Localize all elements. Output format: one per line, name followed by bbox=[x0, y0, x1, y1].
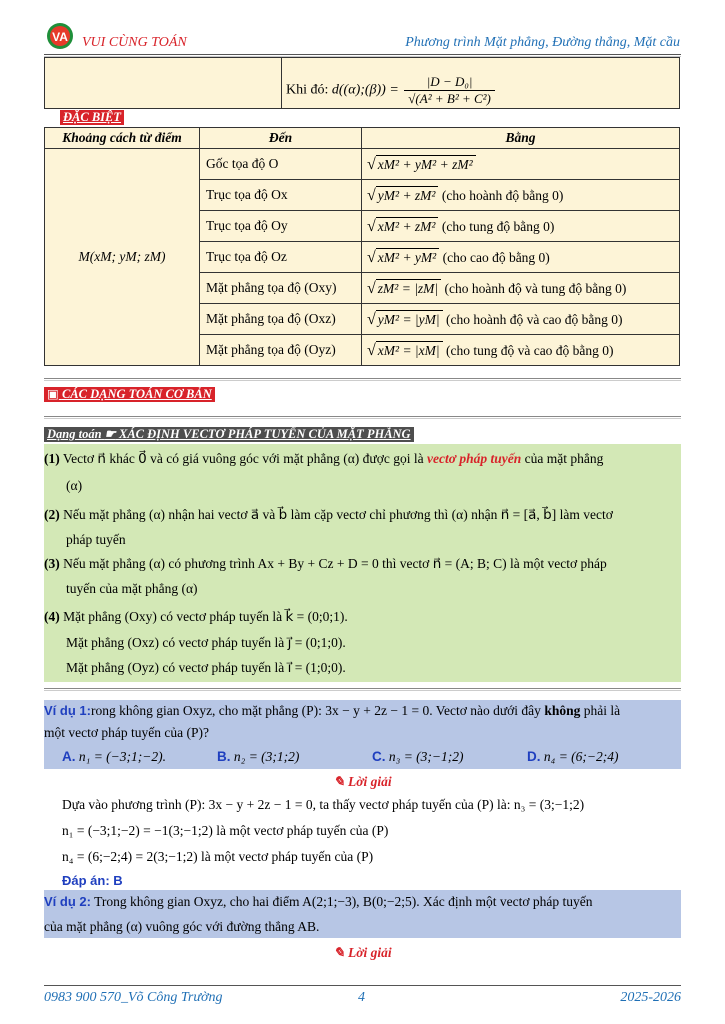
problem-type-label: Dạng toán bbox=[47, 427, 102, 441]
solution-line-2: n₁ = (−3;1;−2) = −1(3;−1;2) là một vectơ pháp tuyến của (P) bbox=[62, 823, 389, 838]
option-d: D. n₄ = (6;−2;4) bbox=[527, 749, 619, 764]
option-c: C. n₃ = (3;−1;2) bbox=[372, 749, 464, 764]
row-value bbox=[362, 180, 680, 211]
distance-formula bbox=[286, 74, 495, 107]
sqrt-expr: √ zM² = |zM| bbox=[376, 279, 441, 298]
page-number: 4 bbox=[358, 990, 365, 1005]
logo-text: VA bbox=[52, 30, 68, 44]
distance-table bbox=[44, 127, 680, 366]
rule-4-oxz: Mặt phẳng (Oxz) có vectơ pháp tuyến là j⃗ = (0;1;0). bbox=[66, 635, 346, 650]
special-label: ĐẶC BIỆT bbox=[60, 110, 124, 125]
rule-1-cont: (α) bbox=[66, 478, 83, 493]
point-cell: M(xM; yM; zM) bbox=[45, 149, 200, 366]
section-title bbox=[44, 387, 215, 402]
pointing-hand-icon: ☛ bbox=[104, 427, 116, 441]
col-header-equals: Bằng bbox=[362, 128, 680, 149]
formula-lead: Khi đó: bbox=[286, 82, 329, 98]
row-value bbox=[362, 149, 680, 180]
formula-fraction bbox=[404, 74, 495, 107]
row-note: (cho tung độ bằng 0) bbox=[441, 218, 555, 234]
footer-year: 2025-2026 bbox=[620, 990, 681, 1005]
table-header-row bbox=[45, 128, 680, 149]
header-brand: VUI CÙNG TOÁN bbox=[82, 35, 187, 50]
row-to: Mặt phẳng tọa độ (Oxz) bbox=[200, 304, 362, 335]
row-value bbox=[362, 242, 680, 273]
header-topic: Phương trình Mặt phẳng, Đường thẳng, Mặt cầu bbox=[405, 35, 680, 50]
row-to: Trục tọa độ Ox bbox=[200, 180, 362, 211]
sqrt-expr: √ xM² + yM² bbox=[376, 248, 439, 267]
pen-icon: ✎ bbox=[333, 774, 345, 789]
sqrt-expr: √ xM² = |xM| bbox=[376, 341, 443, 360]
sqrt-expr: √ yM² + zM² bbox=[376, 186, 438, 205]
row-note: (cho hoành độ và cao độ bằng 0) bbox=[445, 311, 623, 327]
row-value bbox=[362, 304, 680, 335]
row-value bbox=[362, 273, 680, 304]
row-to: Mặt phẳng tọa độ (Oyz) bbox=[200, 335, 362, 366]
pen-icon: ✎ bbox=[333, 945, 345, 960]
header-divider bbox=[44, 54, 681, 55]
answer-1: Đáp án: B bbox=[62, 873, 123, 888]
footer-divider bbox=[44, 985, 681, 986]
example-1-question: Ví dụ 1:rong không gian Oxyz, cho mặt phẳng (P): 3x − y + 2z − 1 = 0. Vectơ nào dưới đây không phải là bbox=[44, 703, 621, 718]
formula-cell-split bbox=[281, 57, 282, 109]
solution-heading-2: ✎ Lời giải bbox=[333, 945, 392, 960]
book-icon: ▣ bbox=[47, 387, 59, 401]
example-1-question-cont: một vectơ pháp tuyến của (P)? bbox=[44, 725, 209, 740]
problem-type-title bbox=[44, 427, 414, 442]
formula-lhs: d((α);(β)) = bbox=[331, 82, 399, 98]
col-header-to: Đến bbox=[200, 128, 362, 149]
rule-1: (1) Vectơ n⃗ khác 0⃗ và có giá vuông góc với mặt phẳng (α) được gọi là vectơ pháp tuyến của mặt phẳng bbox=[44, 451, 604, 466]
row-note: (cho cao độ bằng 0) bbox=[442, 249, 550, 265]
section-divider bbox=[44, 378, 681, 381]
logo-icon bbox=[46, 22, 74, 50]
sqrt-expr: √ yM² = |yM| bbox=[376, 310, 443, 329]
rule-4-oyz: Mặt phẳng (Oyz) có vectơ pháp tuyến là i⃗ = (1;0;0). bbox=[66, 660, 346, 675]
table-row bbox=[45, 149, 680, 180]
problem-type-text: XÁC ĐỊNH VECTƠ PHÁP TUYẾN CỦA MẶT PHẲNG bbox=[119, 427, 411, 441]
rule-3-cont: tuyến của mặt phẳng (α) bbox=[66, 581, 198, 596]
section-title-text: CÁC DẠNG TOÁN CƠ BẢN bbox=[61, 387, 212, 401]
example-1-label: Ví dụ 1: bbox=[44, 703, 91, 718]
formula-denominator: √(A² + B² + C²) bbox=[408, 91, 491, 106]
example-2-question-cont: của mặt phẳng (α) vuông góc với đường thẳng AB. bbox=[44, 919, 320, 934]
rule-3: (3) Nếu mặt phẳng (α) có phương trình Ax + By + Cz + D = 0 thì vectơ n⃗ = (A; B; C) là một vectơ pháp bbox=[44, 556, 607, 571]
rule-2-cont: pháp tuyến bbox=[66, 532, 126, 547]
col-header-from: Khoảng cách từ điểm bbox=[45, 128, 200, 149]
row-note: (cho hoành độ và tung độ bằng 0) bbox=[444, 280, 627, 296]
row-to: Trục tọa độ Oz bbox=[200, 242, 362, 273]
row-to: Mặt phẳng tọa độ (Oxy) bbox=[200, 273, 362, 304]
row-value bbox=[362, 211, 680, 242]
row-to: Gốc tọa độ O bbox=[200, 149, 362, 180]
rule-4: (4) Mặt phẳng (Oxy) có vectơ pháp tuyến là k⃗ = (0;0;1). bbox=[44, 609, 348, 624]
solution-line-3: n₄ = (6;−2;4) = 2(3;−1;2) là một vectơ pháp tuyến của (P) bbox=[62, 849, 374, 864]
option-b: B. n₂ = (3;1;2) bbox=[217, 749, 300, 764]
row-note: (cho hoành độ bằng 0) bbox=[441, 187, 564, 203]
formula-numerator: |D − D₀| bbox=[404, 74, 495, 91]
example-2-question: Ví dụ 2: Trong không gian Oxyz, cho hai điểm A(2;1;−3), B(0;−2;5). Xác định một vectơ pháp tuyến bbox=[44, 894, 593, 909]
solution-heading-1: ✎ Lời giải bbox=[333, 774, 392, 789]
sqrt-expr: √ xM² + yM² + zM² bbox=[376, 155, 476, 174]
highlight-term: vectơ pháp tuyến bbox=[427, 451, 522, 466]
footer-contact: 0983 900 570_Võ Công Trường bbox=[44, 990, 223, 1005]
section-divider bbox=[44, 416, 681, 419]
example-2-label: Ví dụ 2: bbox=[44, 894, 91, 909]
row-note: (cho tung độ và cao độ bằng 0) bbox=[445, 342, 614, 358]
sqrt-expr: √ xM² + zM² bbox=[376, 217, 438, 236]
section-divider bbox=[44, 688, 681, 691]
rule-2: (2) Nếu mặt phẳng (α) nhận hai vectơ a⃗ và b⃗ làm cặp vectơ chỉ phương thì (α) nhận n⃗ = [a⃗, b⃗] làm vectơ bbox=[44, 507, 613, 522]
option-a: A. n₁ = (−3;1;−2). bbox=[62, 749, 167, 764]
row-to: Trục tọa độ Oy bbox=[200, 211, 362, 242]
solution-line-1: Dựa vào phương trình (P): 3x − y + 2z − 1 = 0, ta thấy vectơ pháp tuyến của (P) là: n₃ = (3;−1;2) bbox=[62, 797, 585, 812]
row-value bbox=[362, 335, 680, 366]
